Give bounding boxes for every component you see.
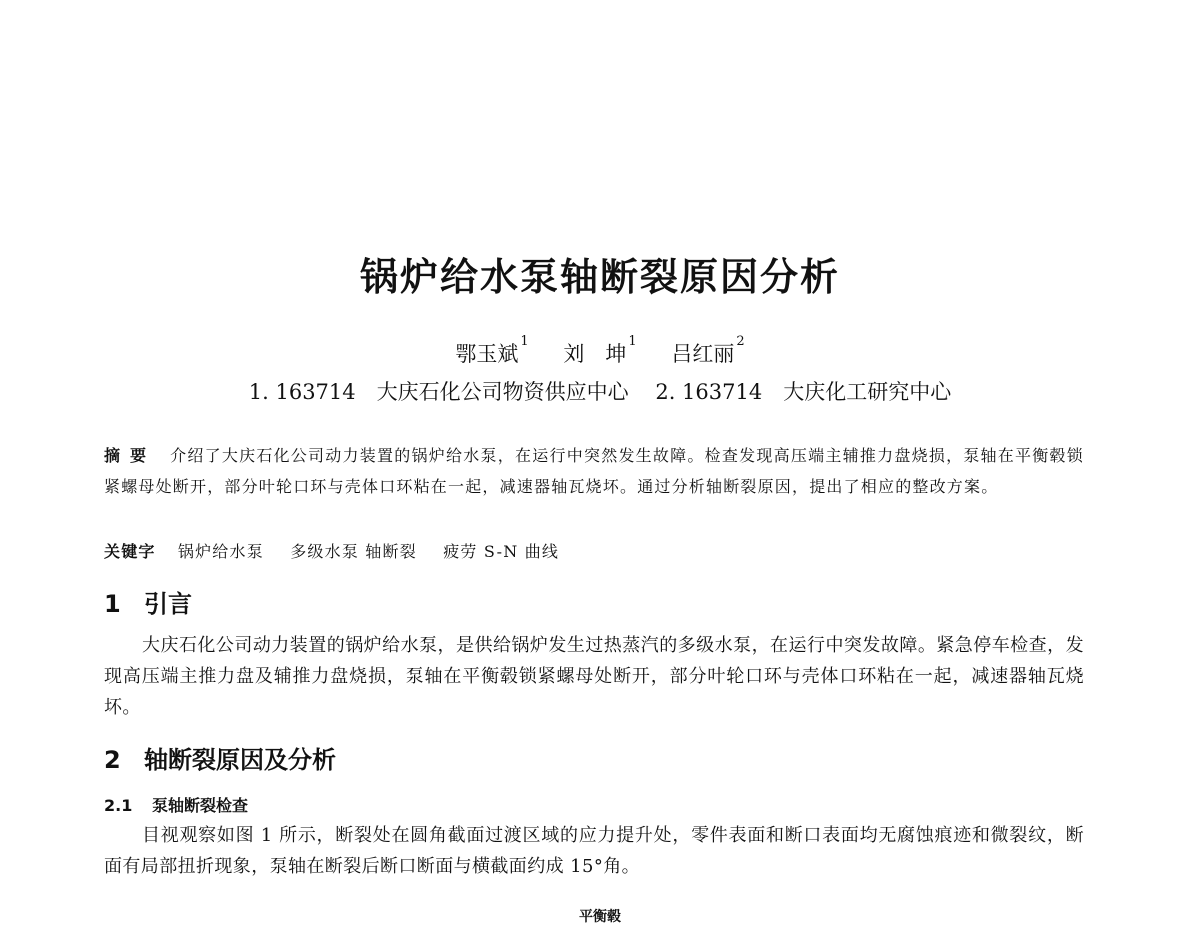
body-paragraph: 大庆石化公司动力装置的锅炉给水泵，是供给锅炉发生过热蒸汽的多级水泵，在运行中突发故障。紧急停车检查，发现高压端主推力盘及辅推力盘烧损，泵轴在平衡毂锁紧螺母处断开，部分叶轮口环与壳体口环粘在一起，减速器轴瓦烧坏。 <box>104 635 1084 718</box>
keyword: 锅炉给水泵 <box>177 542 264 561</box>
abstract <box>104 440 1084 502</box>
section-heading <box>104 740 336 775</box>
subsection-number: 2.1 <box>104 796 133 815</box>
affiliation: 1. 163714 大庆石化公司物资供应中心 <box>248 380 629 404</box>
section-heading <box>104 584 192 619</box>
keywords-label: 关键字 <box>104 542 156 561</box>
abstract-label: 摘要 <box>104 446 157 465</box>
keyword: 疲劳 S-N 曲线 <box>443 542 560 561</box>
section-number: 2 <box>104 746 121 774</box>
keyword: 多级水泵 轴断裂 <box>290 542 417 561</box>
paper-title: 锅炉给水泵轴断裂原因分析 <box>359 255 840 299</box>
affiliations <box>0 376 1200 406</box>
keywords <box>104 536 1084 567</box>
author: 吕红丽$^2$ <box>671 334 745 366</box>
section-title: 引言 <box>144 590 192 618</box>
figure-label-partial: 平衡毂 <box>579 909 621 925</box>
subsection-title: 泵轴断裂检查 <box>152 796 249 815</box>
section-title: 轴断裂原因及分析 <box>144 746 336 774</box>
author: 刘 坤$^1$ <box>563 334 637 366</box>
author-list <box>0 334 1200 368</box>
abstract-text: 介绍了大庆石化公司动力装置的锅炉给水泵，在运行中突然发生故障。检查发现高压端主辅推力盘烧损，泵轴在平衡毂锁紧螺母处断开，部分叶轮口环与壳体口环粘在一起，减速器轴瓦烧坏。通过分析轴断裂原因，提出了相应的整改方案。 <box>104 446 1084 496</box>
affiliation: 2. 163714 大庆化工研究中心 <box>655 380 952 404</box>
author: 鄂玉斌$^1$ <box>455 334 529 366</box>
subsection-heading <box>104 793 248 816</box>
body-paragraph: 目视观察如图 1 所示，断裂处在圆角截面过渡区域的应力提升处，零件表面和断口表面均无腐蚀痕迹和微裂纹，断面有局部扭折现象，泵轴在断裂后断口断面与横截面约成 15°角。 <box>104 825 1084 877</box>
section-number: 1 <box>104 590 121 618</box>
